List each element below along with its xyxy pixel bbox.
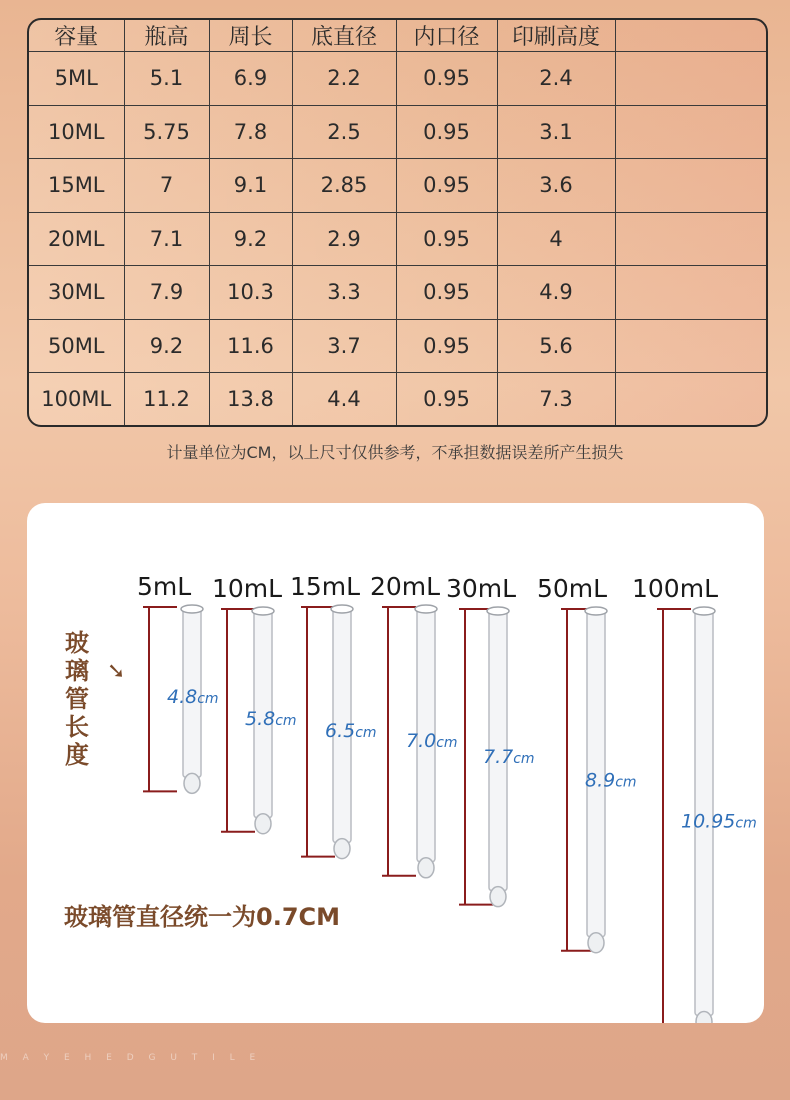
tube-capacity-label: 30mL (446, 574, 517, 603)
spec-table (29, 20, 766, 425)
table-cell: 7 (124, 159, 209, 213)
table-cell (615, 159, 766, 213)
table-cell: 7.9 (124, 266, 209, 320)
table-cell: 15ML (29, 159, 124, 213)
side-label-char: 长 (65, 713, 89, 741)
table-cell: 6.9 (209, 52, 292, 106)
spec-table-frame (27, 18, 768, 427)
tube-length-value: 7.7 (483, 745, 514, 768)
table-cell: 11.2 (124, 373, 209, 426)
table-cell (615, 319, 766, 373)
table-row (29, 52, 766, 106)
side-label-char: 玻 (65, 629, 89, 657)
table-cell: 100ML (29, 373, 124, 426)
side-label-char: 璃 (65, 657, 89, 685)
tube-length-unit: cm (513, 750, 535, 767)
tube-length-unit: cm (355, 724, 377, 741)
tube-length-value: 10.95 (681, 810, 736, 833)
table-cell: 13.8 (209, 373, 292, 426)
tube-length-unit: cm (275, 712, 297, 729)
header-cell (615, 20, 766, 52)
tube-tip (696, 1011, 712, 1023)
tube-diagram-card (27, 503, 764, 1023)
tube-rim (252, 607, 274, 615)
table-cell: 0.95 (396, 159, 497, 213)
tube-rim (487, 607, 509, 615)
watermark: M A Y E H E D G U T I L E (0, 1053, 262, 1063)
table-row (29, 159, 766, 213)
table-cell: 50ML (29, 319, 124, 373)
tube-length-value: 4.8 (167, 685, 198, 708)
table-cell (615, 266, 766, 320)
tube-capacity-label: 50mL (537, 574, 608, 603)
tube-length-label (325, 720, 377, 742)
header-cell: 印刷高度 (497, 20, 615, 52)
tube-capacity-label: 100mL (632, 574, 718, 603)
tube-length-unit: cm (615, 774, 637, 791)
table-cell: 10.3 (209, 266, 292, 320)
tube-rim (693, 607, 715, 615)
header-cell: 容量 (29, 20, 124, 52)
tube-capacity-label: 5mL (137, 572, 192, 601)
table-cell: 9.2 (124, 319, 209, 373)
tube-rim (585, 607, 607, 615)
table-cell: 3.1 (497, 105, 615, 159)
table-cell: 2.85 (292, 159, 396, 213)
table-cell (615, 52, 766, 106)
table-cell: 0.95 (396, 105, 497, 159)
table-row (29, 266, 766, 320)
header-cell: 周长 (209, 20, 292, 52)
tube-length-label (585, 770, 637, 792)
table-cell: 4.9 (497, 266, 615, 320)
tube-tip (334, 839, 350, 859)
tubes-group (137, 572, 757, 1023)
table-cell: 20ML (29, 212, 124, 266)
tube-diagram (27, 503, 764, 1023)
tube-length-label (483, 746, 535, 768)
tube-length-value: 6.5 (325, 719, 356, 742)
table-cell: 0.95 (396, 52, 497, 106)
table-cell: 4.4 (292, 373, 396, 426)
table-cell: 7.8 (209, 105, 292, 159)
table-cell: 0.95 (396, 266, 497, 320)
table-cell: 0.95 (396, 319, 497, 373)
tube-capacity-label: 15mL (290, 572, 361, 601)
header-cell: 瓶高 (124, 20, 209, 52)
tube-length-label (681, 811, 757, 833)
table-body (29, 52, 766, 426)
table-cell: 7.1 (124, 212, 209, 266)
table-cell (615, 105, 766, 159)
tube-tip (588, 933, 604, 953)
table-cell: 11.6 (209, 319, 292, 373)
tube-rim (181, 605, 203, 613)
tube-tip (255, 814, 271, 834)
tube-tip (418, 858, 434, 878)
table-cell: 9.1 (209, 159, 292, 213)
table-cell (615, 212, 766, 266)
tube-capacity-label: 20mL (370, 572, 441, 601)
tube-length-unit: cm (197, 690, 219, 707)
tube-rim (415, 605, 437, 613)
tube-length-value: 8.9 (585, 769, 616, 792)
side-label (65, 629, 90, 769)
tube-length-unit: cm (735, 815, 757, 832)
table-row (29, 212, 766, 266)
table-cell: 3.6 (497, 159, 615, 213)
tube-tip (184, 773, 200, 793)
table-cell: 2.4 (497, 52, 615, 106)
table-cell: 3.3 (292, 266, 396, 320)
tube-length-label (245, 708, 297, 730)
table-cell: 7.3 (497, 373, 615, 426)
table-cell (615, 373, 766, 426)
table-cell: 10ML (29, 105, 124, 159)
table-cell: 30ML (29, 266, 124, 320)
table-cell: 2.2 (292, 52, 396, 106)
tube-length-label (406, 730, 458, 752)
table-cell: 0.95 (396, 373, 497, 426)
table-cell: 0.95 (396, 212, 497, 266)
tube-diameter-note: 玻璃管直径统一为0.7CM (64, 903, 341, 931)
table-cell: 2.9 (292, 212, 396, 266)
table-cell: 4 (497, 212, 615, 266)
header-cell: 内口径 (396, 20, 497, 52)
side-label-char: 管 (65, 685, 89, 713)
tube-length-value: 5.8 (245, 707, 276, 730)
table-cell: 2.5 (292, 105, 396, 159)
tube-tip (490, 887, 506, 907)
table-cell: 5.1 (124, 52, 209, 106)
table-header-row (29, 20, 766, 52)
tube-length-value: 7.0 (406, 729, 437, 752)
table-cell: 9.2 (209, 212, 292, 266)
arrow-icon: ➘ (107, 659, 126, 684)
table-cell: 5.75 (124, 105, 209, 159)
tube-length-unit: cm (436, 734, 458, 751)
table-row (29, 105, 766, 159)
table-cell: 3.7 (292, 319, 396, 373)
table-row (29, 319, 766, 373)
table-cell: 5ML (29, 52, 124, 106)
disclaimer-note: 计量单位为CM，以上尺寸仅供参考，不承担数据误差所产生损失 (166, 443, 624, 462)
tube-rim (331, 605, 353, 613)
tube-capacity-label: 10mL (212, 574, 283, 603)
table-row (29, 373, 766, 426)
table-cell: 5.6 (497, 319, 615, 373)
tube-length-label (167, 686, 219, 708)
header-cell: 底直径 (292, 20, 396, 52)
side-label-char: 度 (65, 741, 89, 769)
